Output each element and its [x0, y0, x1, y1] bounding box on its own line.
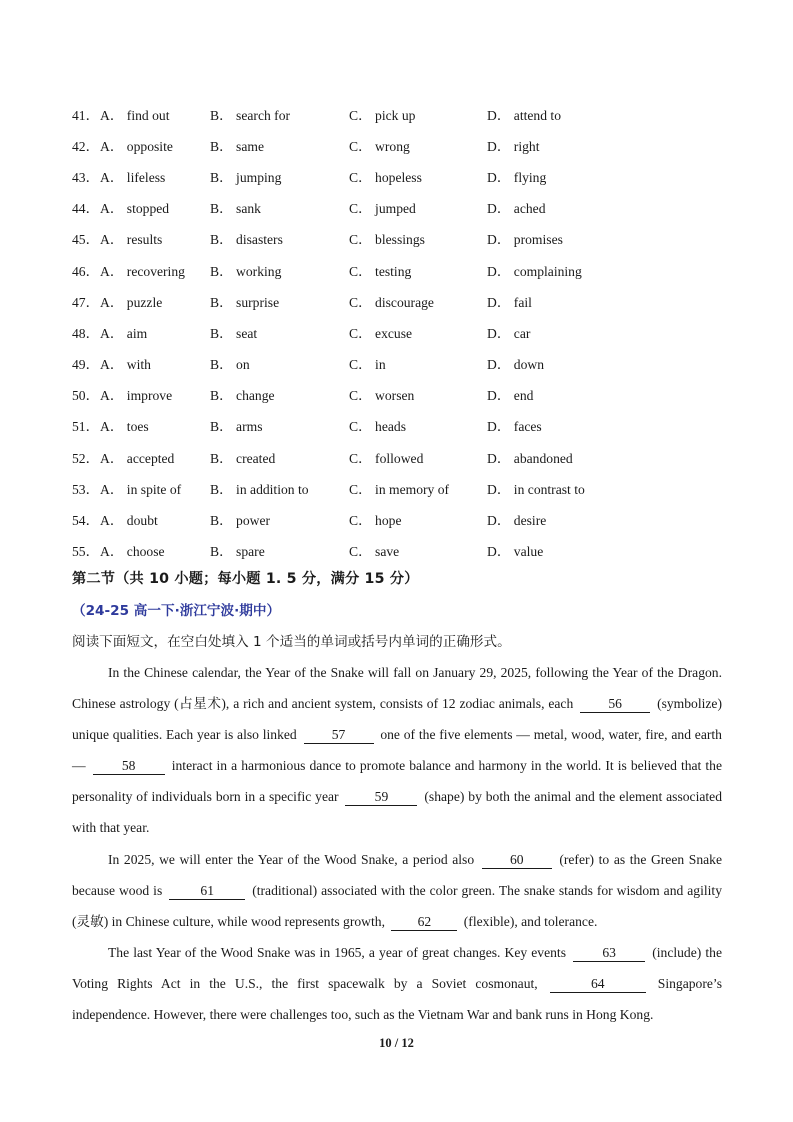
option-d[interactable]: D． abandoned — [487, 450, 573, 466]
option-c[interactable]: C． worsen — [349, 388, 415, 404]
option-b[interactable]: B． arms — [210, 419, 263, 435]
option-b[interactable]: B． sank — [210, 201, 261, 217]
option-b[interactable]: B． created — [210, 450, 276, 466]
option-a[interactable]: A． with — [100, 357, 151, 373]
option-b[interactable]: B． seat — [210, 325, 258, 341]
question-row — [72, 472, 732, 503]
option-a[interactable]: A． choose — [100, 544, 165, 560]
blank-62[interactable]: 62 — [391, 914, 457, 931]
blank-58[interactable]: 58 — [93, 758, 165, 775]
option-a[interactable]: A． opposite — [100, 138, 173, 154]
option-d[interactable]: D． ached — [487, 201, 546, 217]
passage-text: In 2025, we will enter the Year of the Wood Snake, a period also — [108, 851, 475, 867]
question-number: 45． — [72, 232, 100, 248]
question-row — [72, 535, 732, 566]
option-b[interactable]: B． change — [210, 388, 275, 404]
question-row — [72, 348, 732, 379]
blank-63[interactable]: 63 — [573, 945, 645, 962]
option-a[interactable]: A． accepted — [100, 450, 175, 466]
option-a[interactable]: A． improve — [100, 388, 173, 404]
passage-text: (flexible), and tolerance. — [463, 913, 598, 929]
question-number: 55． — [72, 544, 100, 560]
option-a[interactable]: A． results — [100, 232, 163, 248]
question-row — [72, 254, 732, 285]
passage-text: The last Year of the Wood Snake was in 1965, a year of great changes. Key events — [108, 944, 566, 960]
question-row — [72, 316, 732, 347]
question-row — [72, 503, 732, 534]
option-c[interactable]: C． discourage — [349, 294, 434, 310]
question-row — [72, 285, 732, 316]
page-number: 10 / 12 — [379, 1036, 414, 1050]
option-c[interactable]: C． blessings — [349, 232, 425, 248]
instruction-text: 阅读下面短文，在空白处填入 1 个适当的单词或括号内单词的正确形式。 — [72, 634, 511, 650]
blank-57[interactable]: 57 — [304, 727, 374, 744]
question-number: 47． — [72, 294, 100, 310]
passage-text: (include) the Voting Rights Act in the U.S., the first spacewalk by a Soviet cosmonaut, — [72, 944, 722, 991]
passage-text: (traditional) associated with the color green. The snake stands for wisdom and agility (灵敏) in Chinese culture, while wood represents growth, — [72, 882, 723, 929]
option-d[interactable]: D． complaining — [487, 263, 582, 279]
section-title: 第二节（共 10 小题；每小题 1. 5 分，满分 15 分） — [72, 571, 419, 587]
passage-text: (shape) by both the animal and the element associated with that year. — [72, 789, 722, 836]
question-number: 54． — [72, 513, 100, 529]
option-b[interactable]: B． search for — [210, 107, 291, 123]
passage-text: (refer) to as the Green Snake because wood is — [72, 851, 722, 898]
reading-passage — [72, 657, 722, 1030]
option-b[interactable]: B． on — [210, 357, 250, 373]
multiple-choice-options — [72, 98, 732, 566]
passage-text: Singapore’s independence. However, there were challenges too, such as the Vietnam War and bank runs in Hong Kong. — [72, 975, 722, 1023]
option-d[interactable]: D． down — [487, 357, 545, 373]
question-number: 41． — [72, 107, 100, 123]
option-a[interactable]: A． doubt — [100, 513, 158, 529]
option-d[interactable]: D． in contrast to — [487, 481, 585, 497]
option-a[interactable]: A． find out — [100, 107, 170, 123]
question-number: 53． — [72, 481, 100, 497]
option-a[interactable]: A． puzzle — [100, 294, 163, 310]
question-row — [72, 410, 732, 441]
option-c[interactable]: C． heads — [349, 419, 407, 435]
blank-56[interactable]: 56 — [580, 696, 650, 713]
option-d[interactable]: D． fail — [487, 294, 532, 310]
question-row — [72, 98, 732, 129]
passage-text: (symbolize) unique qualities. Each year is also linked — [72, 696, 722, 743]
question-number: 44． — [72, 201, 100, 217]
passage-text: In the Chinese calendar, the Year of the Snake will fall on January 29, 2025, following the Year of the Dragon. Chinese astrology (占星术), a rich and ancient system, consists of 12 zodiac animals, each — [72, 665, 722, 712]
blank-61[interactable]: 61 — [169, 883, 245, 900]
option-d[interactable]: D． end — [487, 388, 534, 404]
option-c[interactable]: C． in — [349, 357, 386, 373]
option-c[interactable]: C． wrong — [349, 138, 410, 154]
option-d[interactable]: D． desire — [487, 513, 547, 529]
question-row — [72, 129, 732, 160]
passage-text: one of the five elements — metal, wood, water, fire, and earth — — [72, 727, 722, 774]
option-c[interactable]: C． excuse — [349, 325, 413, 341]
blank-59[interactable]: 59 — [345, 789, 417, 806]
option-c[interactable]: C． pick up — [349, 107, 416, 123]
option-b[interactable]: B． in addition to — [210, 481, 309, 497]
option-c[interactable]: C． save — [349, 544, 400, 560]
question-number: 49． — [72, 357, 100, 373]
question-number: 52． — [72, 450, 100, 466]
question-number: 42． — [72, 138, 100, 154]
option-d[interactable]: D． flying — [487, 169, 547, 185]
option-b[interactable]: B． jumping — [210, 169, 282, 185]
question-source: （24-25 高一下·浙江宁波·期中） — [72, 603, 281, 619]
paragraph-3 — [72, 937, 722, 1030]
option-a[interactable]: A． recovering — [100, 263, 185, 279]
option-b[interactable]: B． power — [210, 513, 271, 529]
passage-text: interact in a harmonious dance to promote balance and harmony in the world. It is believed that the personality of individuals born in a specific year — [72, 758, 722, 805]
question-row — [72, 160, 732, 191]
blank-60[interactable]: 60 — [482, 852, 552, 869]
option-d[interactable]: D． value — [487, 544, 544, 560]
question-number: 43． — [72, 169, 100, 185]
question-number: 46． — [72, 263, 100, 279]
question-row — [72, 223, 732, 254]
option-b[interactable]: B． surprise — [210, 294, 280, 310]
option-d[interactable]: D． right — [487, 138, 540, 154]
option-c[interactable]: C． hope — [349, 513, 402, 529]
option-a[interactable]: A． aim — [100, 325, 148, 341]
question-row — [72, 379, 732, 410]
option-b[interactable]: B． disasters — [210, 232, 283, 248]
option-c[interactable]: C． followed — [349, 450, 424, 466]
option-d[interactable]: D． faces — [487, 419, 542, 435]
option-c[interactable]: C． testing — [349, 263, 412, 279]
question-number: 48． — [72, 325, 100, 341]
blank-64[interactable]: 64 — [550, 976, 646, 993]
option-a[interactable]: A． toes — [100, 419, 149, 435]
option-c[interactable]: C． hopeless — [349, 169, 422, 185]
question-number: 50． — [72, 388, 100, 404]
option-b[interactable]: B． spare — [210, 544, 265, 560]
question-row — [72, 192, 732, 223]
option-b[interactable]: B． same — [210, 138, 264, 154]
option-b[interactable]: B． working — [210, 263, 282, 279]
question-row — [72, 441, 732, 472]
option-d[interactable]: D． attend to — [487, 107, 561, 123]
option-c[interactable]: C． jumped — [349, 201, 416, 217]
option-a[interactable]: A． stopped — [100, 201, 170, 217]
option-c[interactable]: C． in memory of — [349, 481, 450, 497]
option-a[interactable]: A． lifeless — [100, 169, 166, 185]
option-d[interactable]: D． promises — [487, 232, 563, 248]
paragraph-1 — [72, 657, 722, 844]
paragraph-2 — [72, 844, 722, 937]
option-a[interactable]: A． in spite of — [100, 481, 182, 497]
question-number: 51． — [72, 419, 100, 435]
option-d[interactable]: D． car — [487, 325, 531, 341]
